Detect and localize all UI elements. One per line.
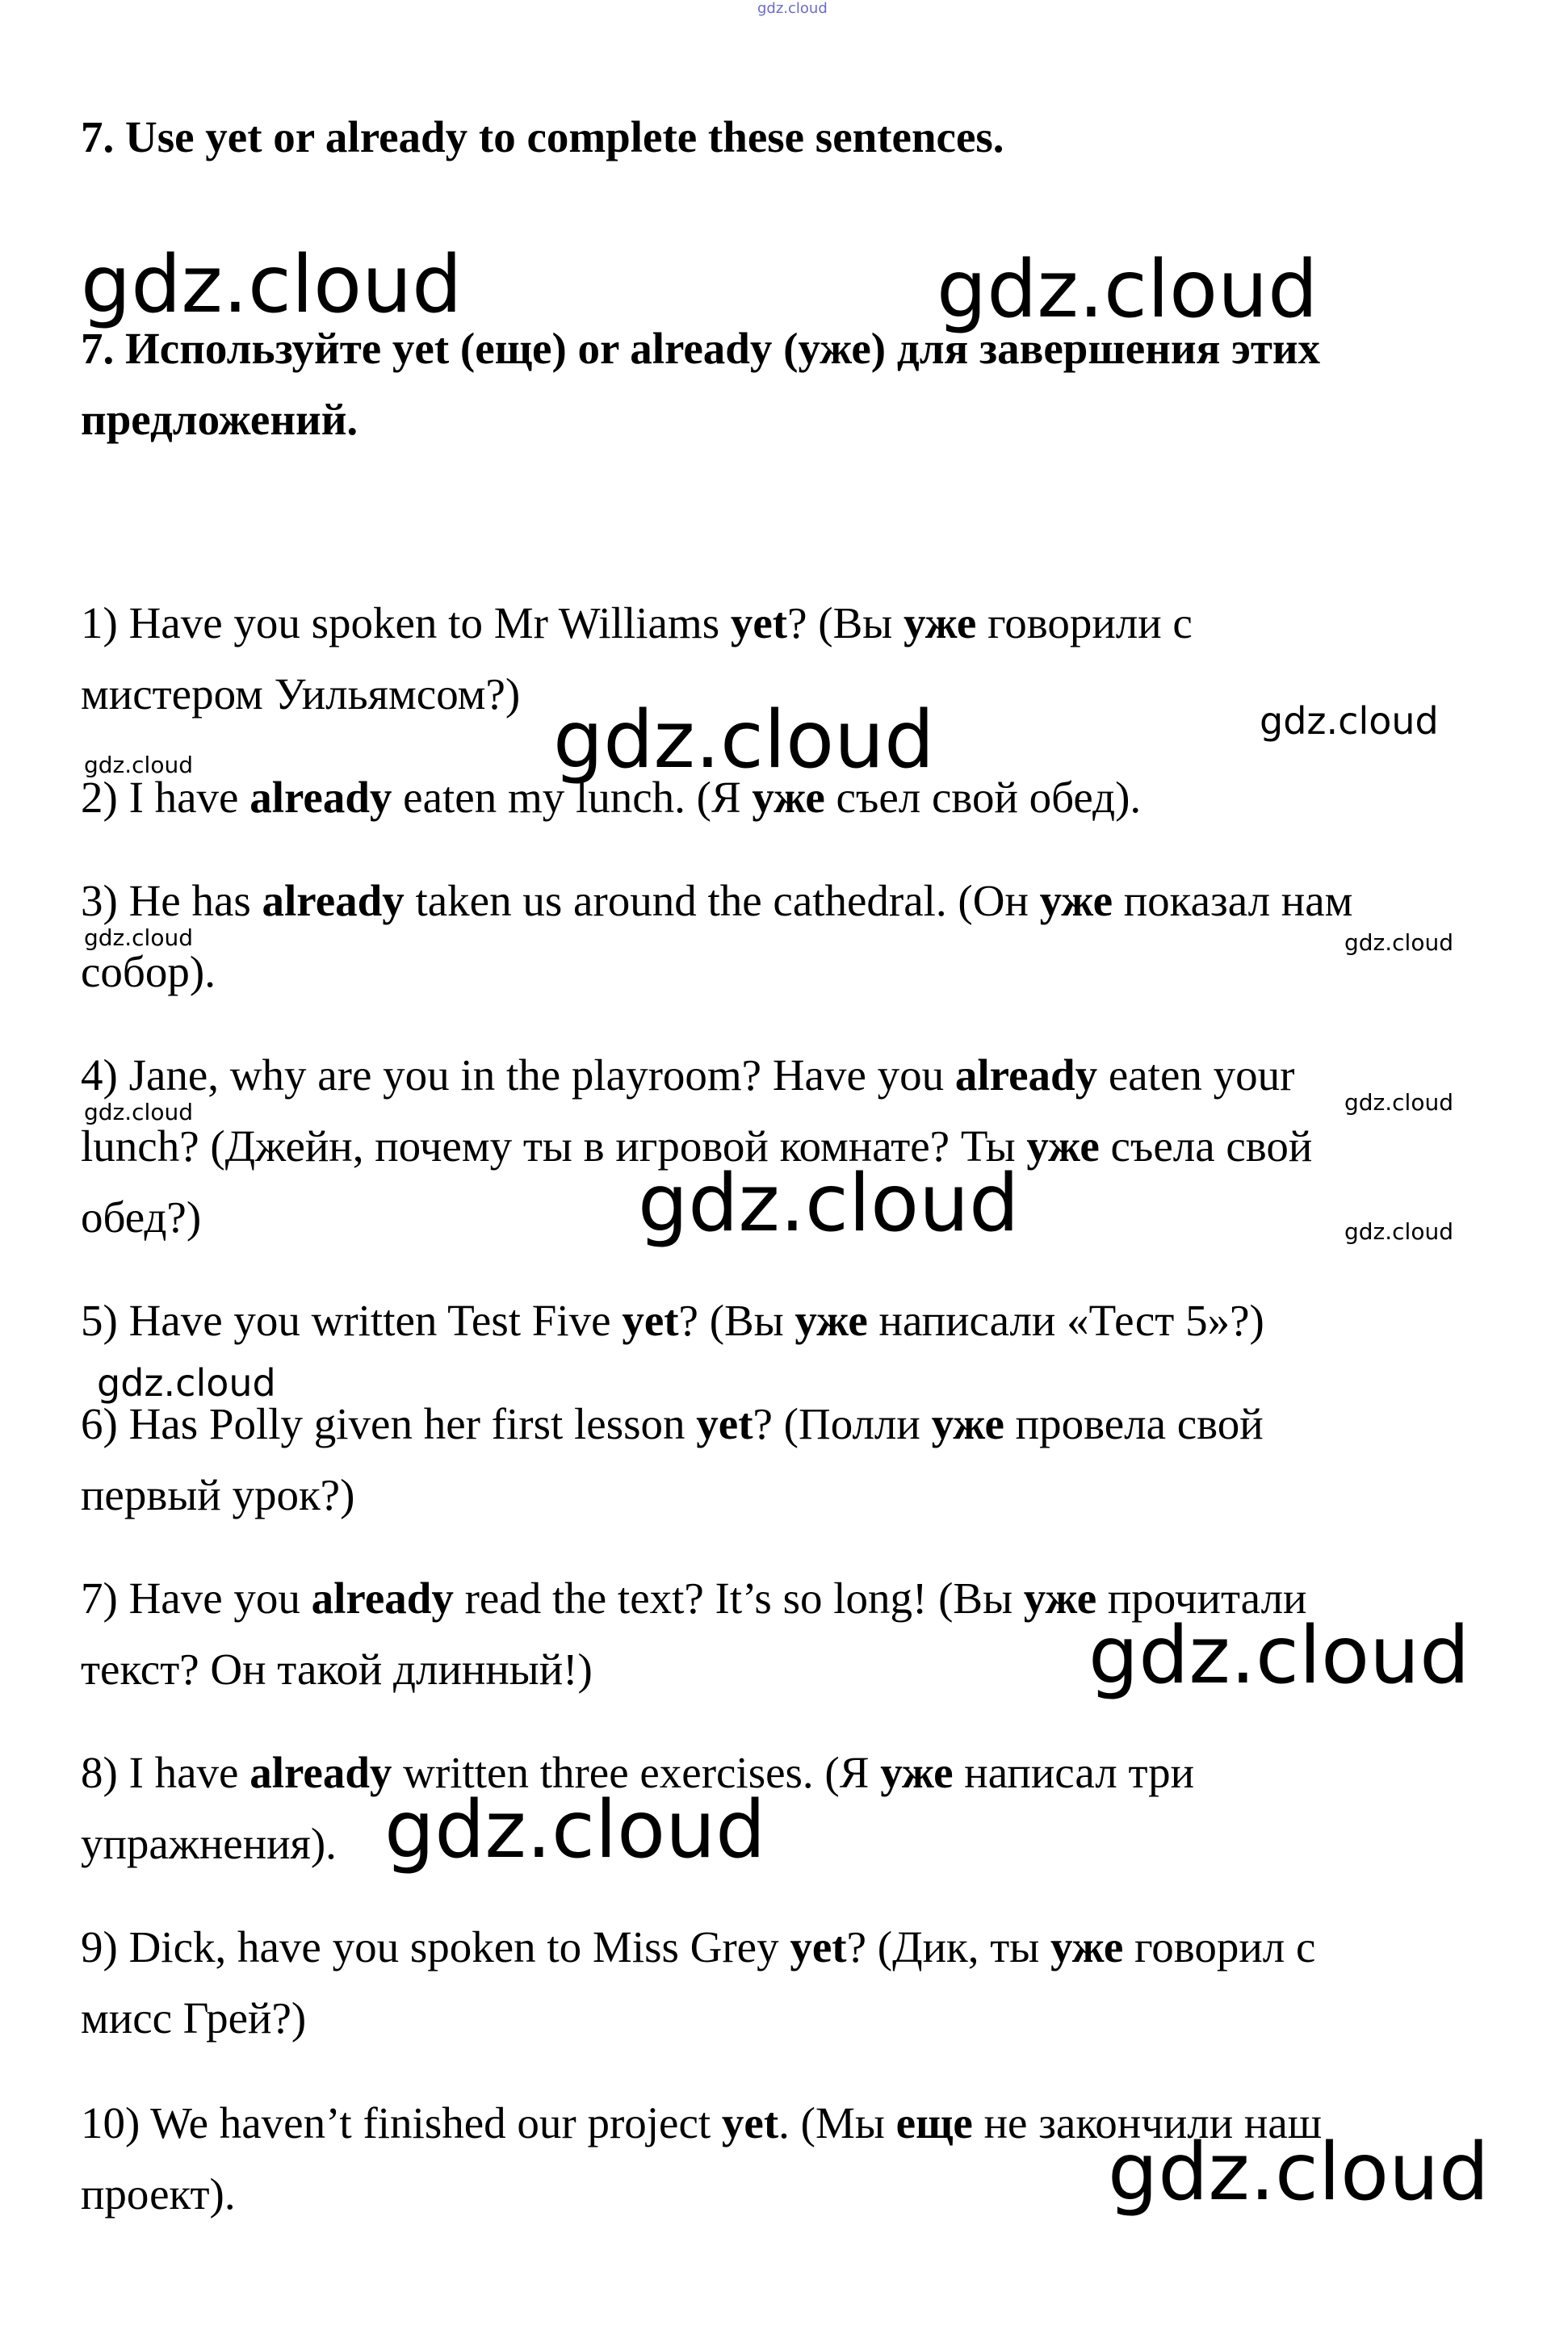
text-segment: Have you: [128, 1573, 312, 1623]
emphasized-word: yet: [790, 1922, 847, 1972]
task-heading-russian-line: предложений.: [81, 395, 358, 444]
text-segment: . (Мы: [778, 2098, 896, 2148]
watermark-large: gdz.cloud: [1088, 1610, 1470, 1702]
text-segment: I have: [128, 1748, 250, 1797]
emphasized-word: already: [311, 1573, 454, 1623]
text-segment: написали «Тест 5»?): [867, 1296, 1264, 1345]
text-segment: написал три: [953, 1748, 1195, 1797]
sentence-item-9: [81, 1912, 1453, 2054]
sentence-item-5: [81, 1285, 1453, 1356]
watermark-large: gdz.cloud: [553, 694, 935, 786]
text-segment: ? (Вы: [678, 1296, 795, 1345]
item-line-text: [129, 1050, 1295, 1100]
emphasized-word: already: [249, 1748, 392, 1797]
item-line: [81, 1389, 1453, 1460]
item-line: [81, 1808, 1453, 1879]
watermark-small: gdz.cloud: [84, 752, 193, 778]
emphasized-word: уже: [1023, 1573, 1097, 1623]
item-line-text: [129, 1296, 1264, 1345]
emphasized-word: уже: [1050, 1922, 1124, 1972]
text-segment: Have you spoken to Mr Williams: [128, 598, 731, 647]
item-line: [81, 1737, 1453, 1808]
text-segment: прочитали: [1096, 1573, 1307, 1623]
emphasized-word: уже: [931, 1399, 1004, 1448]
sentence-item-8: [81, 1737, 1453, 1879]
text-segment: не закончили наш: [972, 2098, 1323, 2148]
item-line-text: [129, 773, 1142, 822]
emphasized-word: already: [954, 1050, 1098, 1100]
item-line: [81, 1983, 1453, 2054]
text-segment: провела свой: [1004, 1399, 1264, 1448]
text-segment: eaten your: [1097, 1050, 1295, 1100]
watermark-medium: gdz.cloud: [1260, 699, 1439, 743]
item-line-text: [81, 1192, 201, 1242]
text-segment: показал нам: [1113, 876, 1353, 925]
text-segment: Have you written Test Five: [128, 1296, 623, 1345]
text-segment: обед?): [81, 1192, 202, 1242]
text-segment: съел свой обед).: [824, 773, 1142, 822]
sentence-item-2: [81, 762, 1453, 833]
text-segment: read the text? It’s so long! (Вы: [453, 1573, 1024, 1623]
task-heading-english-text: 7. Use yet or already to complete these sentences.: [81, 112, 1004, 161]
watermark-large: gdz.cloud: [638, 1158, 1020, 1250]
watermark-small: gdz.cloud: [84, 1099, 193, 1125]
text-segment: мистером Уильямсом?): [81, 669, 521, 719]
item-line-text: [81, 1819, 337, 1868]
emphasized-word: yet: [721, 2098, 779, 2148]
text-segment: He has: [128, 876, 262, 925]
item-line: [81, 1040, 1453, 1111]
item-line-text: [81, 947, 216, 996]
watermark-large: gdz.cloud: [384, 1784, 766, 1876]
item-number: 5): [81, 1296, 118, 1345]
watermark-large: gdz.cloud: [81, 239, 463, 331]
item-line-text: [81, 1645, 593, 1694]
watermark-medium: gdz.cloud: [97, 1361, 276, 1405]
text-segment: проект).: [81, 2169, 236, 2219]
emphasized-word: уже: [903, 598, 977, 647]
item-number: 3): [81, 876, 118, 925]
emphasized-word: уже: [1026, 1121, 1100, 1171]
text-segment: текст? Он такой длинный!): [81, 1645, 593, 1694]
text-segment: taken us around the cathedral. (Он: [404, 876, 1040, 925]
emphasized-word: уже: [752, 773, 825, 822]
task-heading-english: [81, 102, 1453, 173]
watermark-small: gdz.cloud: [84, 924, 193, 951]
text-segment: говорили с: [976, 598, 1193, 647]
text-segment: говорил с: [1123, 1922, 1316, 1972]
item-line: [81, 762, 1453, 833]
task-heading-russian-line: 7. Используйте yet (еще) or already (уже) для завершения этих: [81, 324, 1321, 373]
item-line: [81, 1912, 1453, 1983]
text-segment: eaten my lunch. (Я: [392, 773, 753, 822]
item-number: 8): [81, 1748, 118, 1797]
watermark-large: gdz.cloud: [1108, 2127, 1490, 2219]
text-segment: упражнения).: [81, 1819, 337, 1868]
text-segment: собор).: [81, 947, 216, 996]
text-segment: Jane, why are you in the playroom? Have you: [128, 1050, 955, 1100]
text-segment: We haven’t finished our project: [150, 2098, 722, 2148]
text-segment: первый урок?): [81, 1470, 355, 1519]
text-segment: written three exercises. (Я: [392, 1748, 881, 1797]
watermark-small: gdz.cloud: [1344, 929, 1453, 956]
emphasized-word: already: [249, 773, 392, 822]
emphasized-word: yet: [622, 1296, 679, 1345]
item-line-text: [81, 669, 520, 719]
sentence-item-3: [81, 865, 1453, 1008]
item-line: [81, 588, 1453, 659]
item-number: 4): [81, 1050, 118, 1100]
emphasized-word: уже: [1039, 876, 1113, 925]
emphasized-word: yet: [696, 1399, 753, 1448]
text-segment: lunch? (Джейн, почему ты в игровой комнате? Ты: [81, 1121, 1027, 1171]
text-segment: мисс Грей?): [81, 1993, 307, 2043]
text-segment: I have: [128, 773, 250, 822]
item-number: 7): [81, 1573, 118, 1623]
text-segment: ? (Полли: [753, 1399, 932, 1448]
item-line-text: [129, 598, 1193, 647]
item-line-text: [81, 1993, 306, 2043]
text-segment: ? (Вы: [787, 598, 903, 647]
item-number: 10): [81, 2098, 140, 2148]
item-line: [81, 937, 1453, 1008]
item-line-text: [129, 1922, 1316, 1972]
watermark-small: gdz.cloud: [1344, 1218, 1453, 1245]
task-heading-russian: [81, 313, 1453, 455]
item-line: [81, 865, 1453, 937]
item-line-text: [129, 876, 1353, 925]
item-line-text: [81, 1470, 354, 1519]
item-number: 9): [81, 1922, 118, 1972]
item-number: 6): [81, 1399, 118, 1448]
emphasized-word: уже: [880, 1748, 954, 1797]
item-line-text: [129, 1399, 1264, 1448]
watermark-small: gdz.cloud: [1344, 1089, 1453, 1116]
text-segment: съела свой: [1099, 1121, 1313, 1171]
item-number: 2): [81, 773, 118, 822]
text-segment: ? (Дик, ты: [846, 1922, 1050, 1972]
watermark-large: gdz.cloud: [937, 244, 1319, 336]
emphasized-word: yet: [730, 598, 788, 647]
item-number: 1): [81, 598, 118, 647]
emphasized-word: уже: [794, 1296, 868, 1345]
text-segment: Has Polly given her first lesson: [128, 1399, 697, 1448]
watermark-top: gdz.cloud: [757, 0, 828, 17]
sentence-item-6: [81, 1389, 1453, 1531]
item-line-text: [81, 2169, 236, 2219]
emphasized-word: еще: [895, 2098, 973, 2148]
text-segment: Dick, have you spoken to Miss Grey: [128, 1922, 790, 1972]
emphasized-word: already: [262, 876, 405, 925]
item-line: [81, 1285, 1453, 1356]
item-line: [81, 1460, 1453, 1531]
